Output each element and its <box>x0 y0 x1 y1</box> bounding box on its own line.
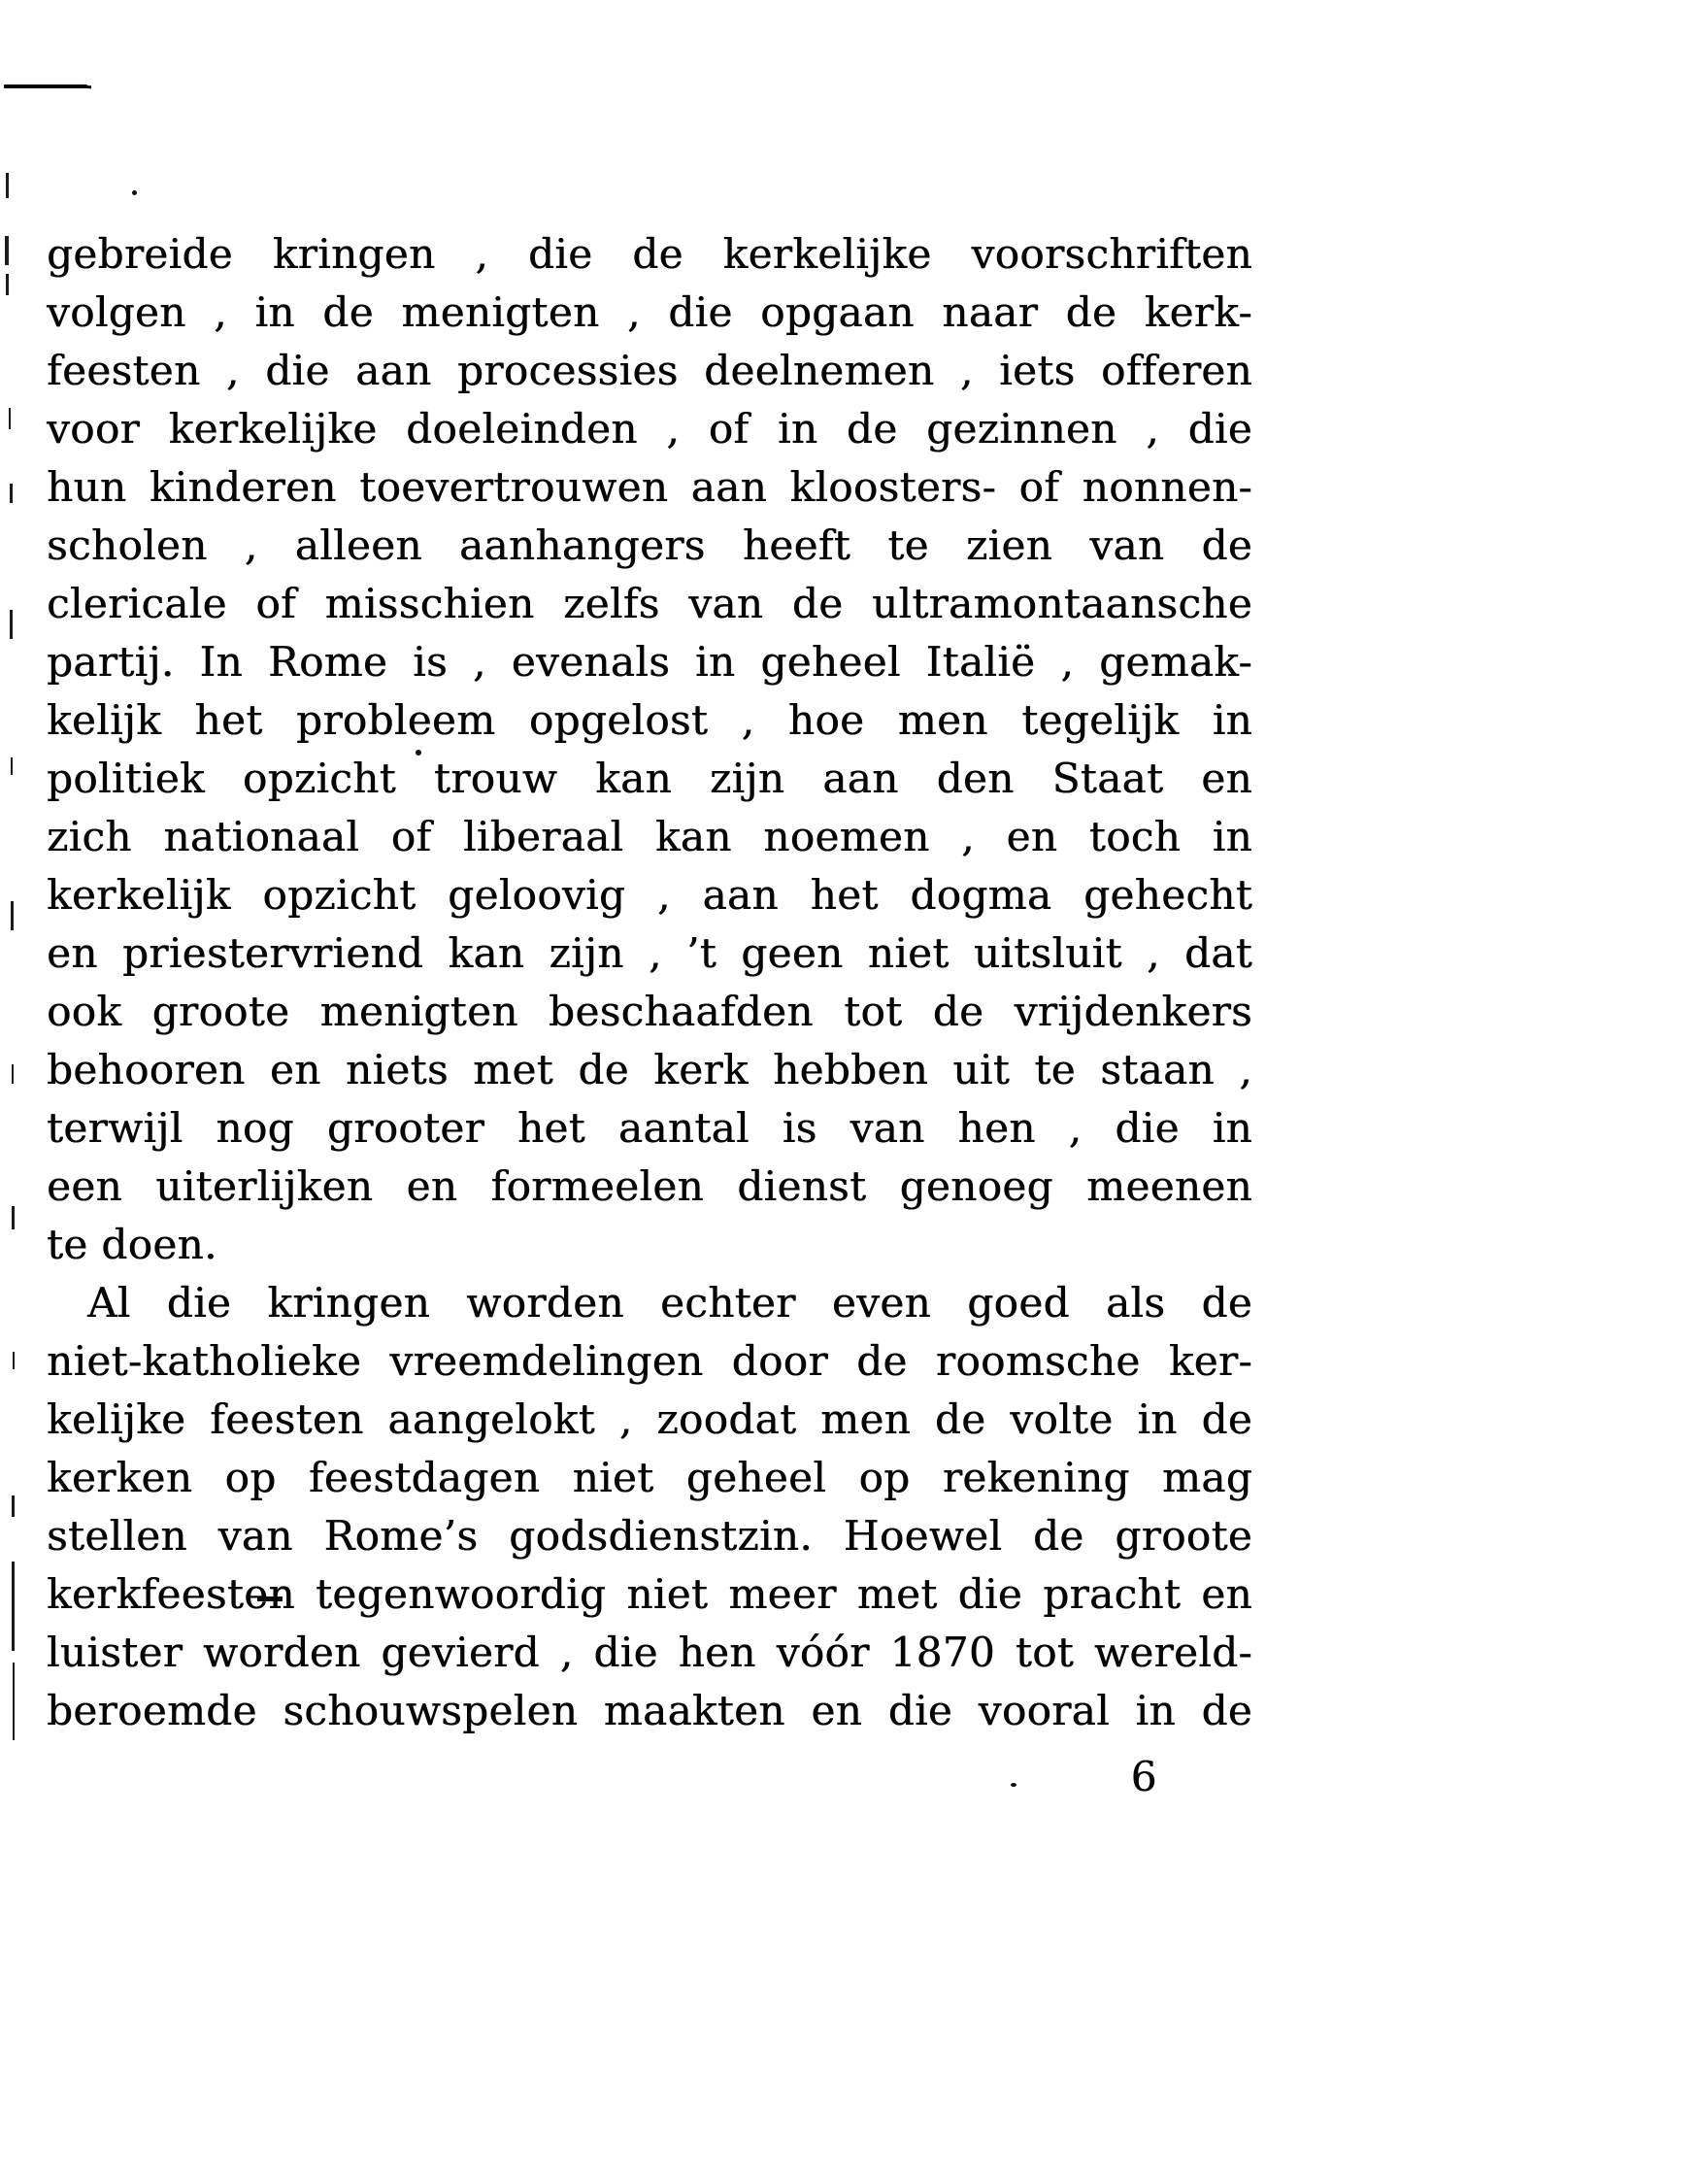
binding-edge-mark <box>10 610 13 639</box>
text-line-10: politiek opzicht trouw kan zijn aan den Staat en <box>47 755 1252 802</box>
text-line-22: kerken op feestdagen niet geheel op rekening mag <box>47 1454 1252 1501</box>
text-line-2: volgen , in de menigten , die opgaan naar de kerk- <box>47 288 1252 336</box>
body-text <box>47 225 1252 1740</box>
binding-edge-mark <box>12 1064 14 1084</box>
binding-edge-mark <box>13 1352 15 1369</box>
text-line-16: terwijl nog grooter het aantal is van hen , die in <box>47 1104 1252 1152</box>
text-line-21: kelijke feesten aangelokt , zoodat men de volte in de <box>47 1395 1252 1443</box>
text-line-1: gebreide kringen , die de kerkelijke voorschriften <box>47 230 1252 278</box>
binding-edge-mark <box>9 408 11 429</box>
text-line-4: voor kerkelijke doeleinden , of in de gezinnen , die <box>47 405 1252 453</box>
text-line-3: feesten , die aan processies deelnemen , iets offeren <box>47 347 1252 394</box>
text-line-14: ook groote menigten beschaafden tot de vrijdenkers <box>47 988 1252 1035</box>
text-line-24: kerkfeesten tegenwoordig niet meer met die pracht en <box>47 1570 1252 1618</box>
binding-edge-mark <box>11 901 14 930</box>
binding-edge-mark <box>6 274 9 295</box>
text-line-9: kelijk het probleem opgelost , hoe men tegelijk in <box>47 696 1252 744</box>
text-line-20: niet-katholieke vreemdelingen door de roomsche ker- <box>47 1337 1252 1385</box>
text-line-12: kerkelijk opzicht geloovig , aan het dogma gehecht <box>47 871 1252 919</box>
text-line-26: beroemde schouwspelen maakten en die vooral in de <box>47 1687 1252 1734</box>
text-line-18: te doen. <box>47 1221 217 1268</box>
text-line-19: Al die kringen worden echter even goed als de <box>87 1279 1252 1327</box>
text-line-17: een uiterlijken en formeelen dienst genoeg meenen <box>47 1162 1252 1210</box>
binding-edge-mark <box>5 236 9 265</box>
binding-edge-mark <box>12 1206 15 1229</box>
text-line-23: stellen van Rome’s godsdienstzin. Hoewel de groote <box>47 1512 1252 1560</box>
text-line-8: partij. In Rome is , evenals in geheel Italië , gemak- <box>47 638 1252 686</box>
binding-edge-mark <box>10 484 13 503</box>
text-line-25: luister worden gevierd , die hen vóór 1870 tot wereld- <box>47 1629 1252 1676</box>
text-line-15: behooren en niets met de kerk hebben uit te staan , <box>47 1046 1252 1093</box>
binding-edge-mark <box>12 1562 15 1651</box>
binding-edge-mark <box>13 1663 15 1740</box>
ink-speck <box>1011 1783 1016 1787</box>
text-line-6: scholen , alleen aanhangers heeft te zien van de <box>47 521 1252 569</box>
text-line-11: zich nationaal of liberaal kan noemen , en toch in <box>47 813 1252 860</box>
page-number: 6 <box>1130 1753 1157 1800</box>
binding-edge-mark <box>11 757 13 775</box>
binding-edge-mark <box>6 173 9 198</box>
text-line-5: hun kinderen toevertrouwen aan kloosters- of nonnen- <box>47 463 1252 511</box>
text-line-13: en priestervriend kan zijn , ’t geen niet uitsluit , dat <box>47 929 1252 977</box>
binding-edge-mark <box>12 1495 15 1517</box>
ink-speck <box>132 190 137 195</box>
signature-rule <box>4 84 87 88</box>
text-line-7: clericale of misschien zelfs van de ultramontaansche <box>47 580 1252 627</box>
